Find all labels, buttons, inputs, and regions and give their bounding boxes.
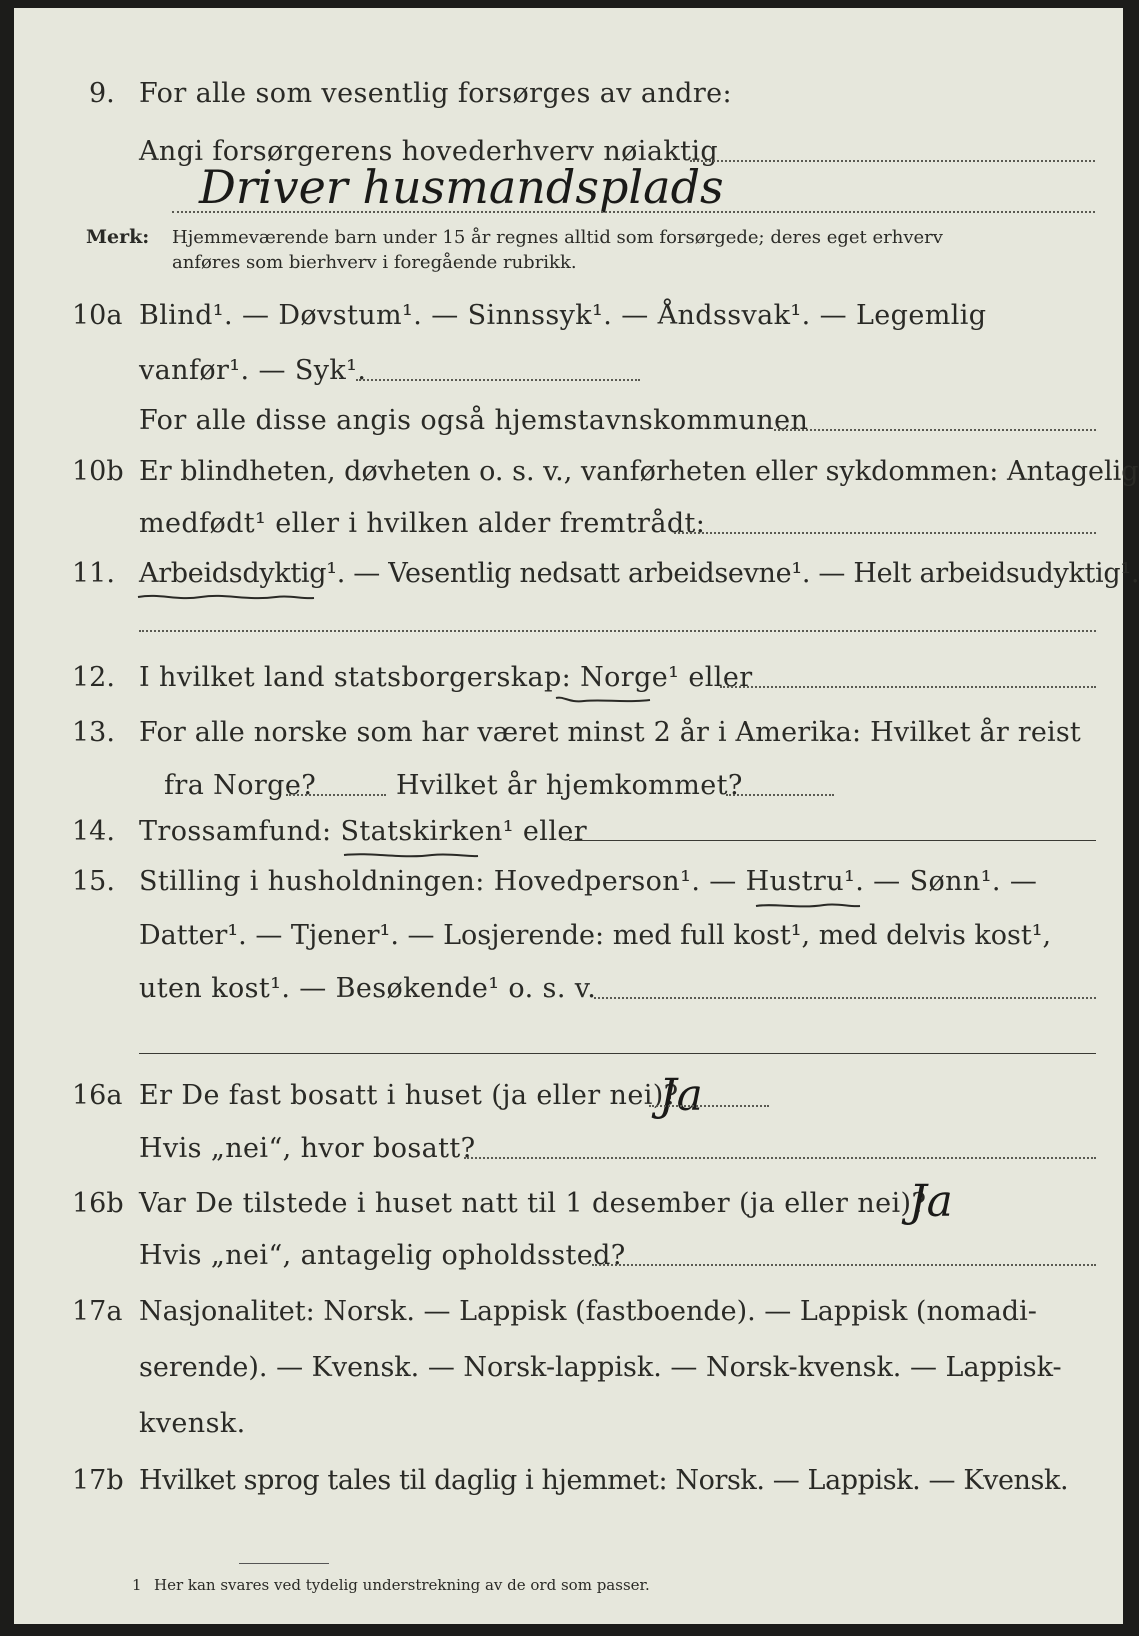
q9-handwritten-answer[interactable]: Driver husmandsplads — [199, 160, 724, 214]
q14-line1: Trossamfund: Statskirken¹ eller — [139, 816, 588, 847]
merk-line1: Hjemmeværende barn under 15 år regnes alltid som forsørgede; deres eget erhverv — [172, 227, 943, 248]
q15-line2: Datter¹. — Tjener¹. — Losjerende: med full kost¹, med delvis kost¹, — [139, 920, 1052, 951]
q16a-line1: Er De fast bosatt i huset (ja eller nei)? — [139, 1080, 679, 1111]
q17a-line2: serende). — Kvensk. — Norsk-lappisk. — Norsk-kvensk. — Lappisk- — [139, 1352, 1062, 1383]
q16a-bosatt-leader — [464, 1157, 1096, 1159]
q11-number: 11. — [72, 558, 115, 589]
q9-answer-line — [172, 211, 1095, 213]
q10a-syk-leader — [356, 379, 640, 381]
q10b-line2: medfødt¹ eller i hvilken alder fremtrådt: — [139, 508, 706, 539]
q16b-opholdssted-leader — [592, 1264, 1096, 1266]
q10a-line3: For alle disse angis også hjemstavnskommunen — [139, 405, 809, 436]
q10a-kommune-leader — [774, 429, 1096, 431]
q9-leader-line — [690, 160, 1095, 162]
q16b-line1: Var De tilstede i huset natt til 1 desember (ja eller nei)? — [139, 1188, 927, 1219]
q10a-line1: Blind¹. — Døvstum¹. — Sinnssyk¹. — Åndssvak¹. — Legemlig — [139, 300, 987, 331]
q13-number: 13. — [72, 717, 115, 748]
q11-answer-line — [139, 630, 1096, 632]
footnote-separator — [239, 1563, 329, 1564]
q16b-handwritten-answer[interactable]: Ja — [909, 1176, 953, 1227]
q13-line1: For alle norske som har været minst 2 år i Amerika: Hvilket år reist — [139, 717, 1081, 748]
footnote-mark: 1 — [132, 1576, 142, 1594]
q10b-line1: Er blindheten, døvheten o. s. v., vanførheten eller sykdommen: Antagelig — [139, 456, 1139, 487]
q9-number: 9. — [89, 78, 115, 109]
q10a-number: 10a — [72, 300, 123, 331]
q12-number: 12. — [72, 662, 115, 693]
footnote-text: Her kan svares ved tydelig understrekning av de ord som passer. — [154, 1576, 650, 1594]
q11-line1: Arbeidsdyktig¹. — Vesentlig nedsatt arbeidsevne¹. — Helt arbeidsudyktig¹. — [139, 558, 1139, 589]
q10b-leader — [674, 532, 1096, 534]
q13-hjemkommet-leader — [726, 794, 834, 796]
q14-number: 14. — [72, 816, 115, 847]
q9-question-line2: Angi forsørgerens hovederhverv nøiaktig — [139, 136, 719, 167]
q17a-number: 17a — [72, 1296, 123, 1327]
q14-statskirken-underline — [342, 850, 482, 862]
q12-norge-underline — [554, 694, 654, 708]
q17a-line1: Nasjonalitet: Norsk. — Lappisk (fastboende). — Lappisk (nomadi- — [139, 1296, 1037, 1327]
q10a-line2: vanfør¹. — Syk¹. — [139, 355, 367, 386]
q9-question-line1: For alle som vesentlig forsørges av andre: — [139, 78, 733, 109]
q16b-line2: Hvis „nei“, antagelig opholdssted? — [139, 1240, 626, 1271]
q17a-line3: kvensk. — [139, 1408, 246, 1439]
q12-line1: I hvilket land statsborgerskap: Norge¹ eller — [139, 662, 753, 693]
q15-number: 15. — [72, 866, 115, 897]
q13-line2b: Hvilket år hjemkommet? — [396, 770, 743, 801]
q12-leader — [720, 686, 1096, 688]
q15-answer-line — [139, 1053, 1096, 1054]
census-form-page — [14, 8, 1139, 1624]
q15-leader — [594, 997, 1096, 999]
q10b-number: 10b — [72, 456, 124, 487]
merk-line2: anføres som bierhverv i foregående rubrikk. — [172, 252, 577, 273]
q17b-number: 17b — [72, 1465, 124, 1496]
q11-arbeidsdyktig-underline — [136, 591, 316, 605]
q16a-leader — [649, 1105, 769, 1107]
q13-reist-leader — [286, 794, 386, 796]
q16a-line2: Hvis „nei“, hvor bosatt? — [139, 1133, 476, 1164]
q15-hustru-underline — [754, 900, 864, 912]
q16a-handwritten-answer[interactable]: Ja — [659, 1070, 703, 1121]
merk-label: Merk: — [86, 226, 150, 248]
q15-line1: Stilling i husholdningen: Hovedperson¹. — Hustru¹. — Sønn¹. — — [139, 866, 1038, 897]
q15-line3: uten kost¹. — Besøkende¹ o. s. v. — [139, 973, 597, 1004]
q13-line2a: fra Norge? — [164, 770, 317, 801]
q16b-number: 16b — [72, 1188, 124, 1219]
q16a-number: 16a — [72, 1080, 123, 1111]
q17b-line1: Hvilket sprog tales til daglig i hjemmet: Norsk. — Lappisk. — Kvensk. — [139, 1465, 1069, 1496]
q14-answer-line — [569, 840, 1096, 841]
